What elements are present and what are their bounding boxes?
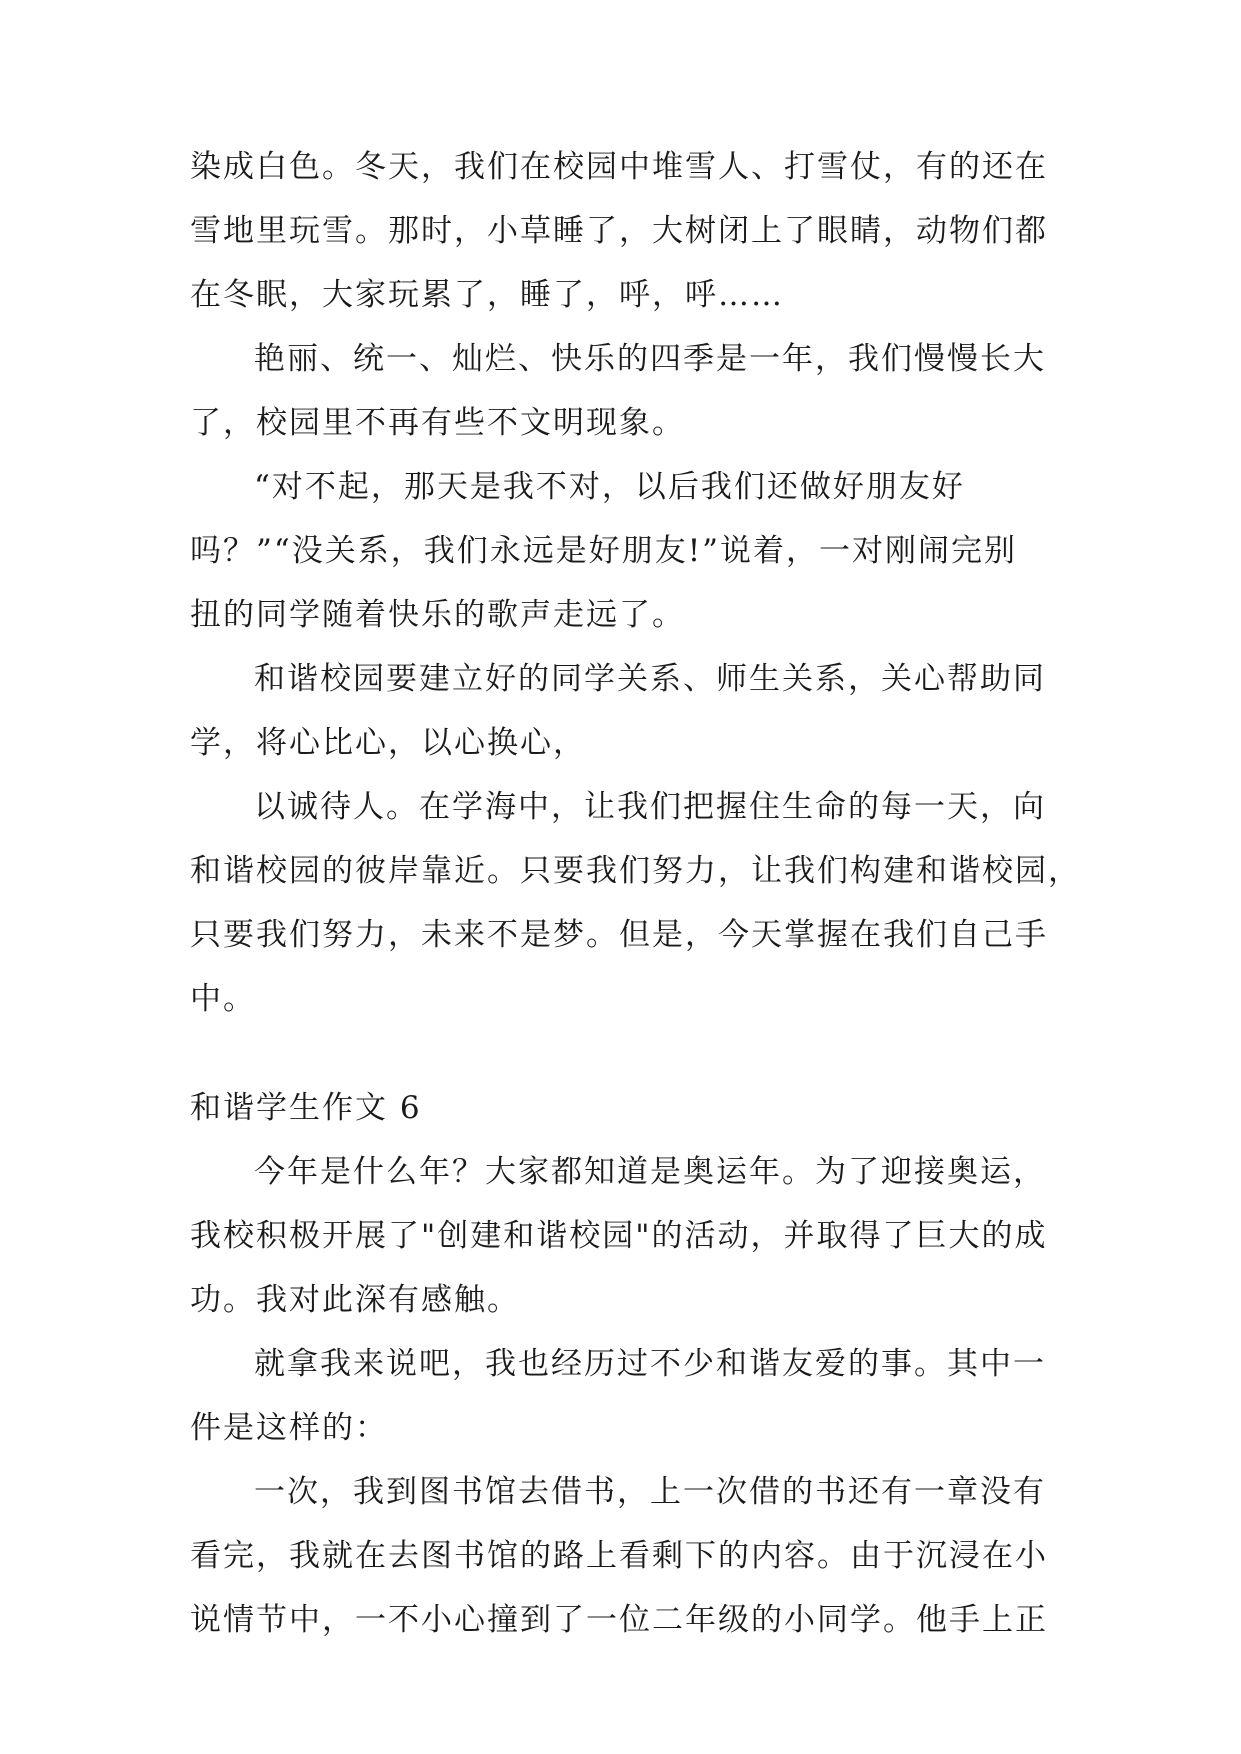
- text-line: 功。我对此深有感触。: [190, 1282, 520, 1318]
- text-line: 染成白色。冬天，我们在校园中堆雪人、打雪仗，有的还在: [190, 149, 1048, 185]
- paragraph-start-line: 以诚待人。在学海中，让我们把握住生命的每一天，向: [254, 789, 1046, 825]
- text-line: 说情节中，一不小心撞到了一位二年级的小同学。他手上正: [190, 1602, 1048, 1638]
- text-line: 了，校园里不再有些不文明现象。: [190, 405, 685, 441]
- text-line: 我校积极开展了"创建和谐校园"的活动，并取得了巨大的成: [190, 1218, 1048, 1254]
- text-line: 件是这样的：: [190, 1410, 388, 1446]
- text-line: 学，将心比心，以心换心，: [190, 725, 586, 761]
- text-line: 雪地里玩雪。那时，小草睡了，大树闭上了眼睛，动物们都: [190, 213, 1048, 249]
- paragraph-start-line: “对不起，那天是我不对，以后我们还做好朋友好: [254, 469, 965, 505]
- paragraph-start-line: 一次，我到图书馆去借书，上一次借的书还有一章没有: [254, 1474, 1046, 1510]
- text-line: 只要我们努力，未来不是梦。但是，今天掌握在我们自己手: [190, 917, 1048, 953]
- text-line: 和谐校园的彼岸靠近。只要我们努力，让我们构建和谐校园，: [190, 853, 1081, 889]
- paragraph-start-line: 和谐校园要建立好的同学关系、师生关系，关心帮助同: [254, 661, 1046, 697]
- text-line: 吗？”“没关系，我们永远是好朋友!”说着，一对刚闹完别: [190, 533, 1017, 569]
- paragraph-start-line: 艳丽、统一、灿烂、快乐的四季是一年，我们慢慢长大: [254, 341, 1046, 377]
- text-line: 在冬眠，大家玩累了，睡了，呼，呼……: [190, 277, 784, 313]
- paragraph-start-line: 今年是什么年？大家都知道是奥运年。为了迎接奥运，: [254, 1154, 1046, 1190]
- text-line: 看完，我就在去图书馆的路上看剩下的内容。由于沉浸在小: [190, 1538, 1048, 1574]
- essay-heading: 和谐学生作文 6: [190, 1090, 422, 1126]
- text-line: 扭的同学随着快乐的歌声走远了。: [190, 597, 685, 633]
- text-line: 中。: [190, 981, 256, 1017]
- paragraph-start-line: 就拿我来说吧，我也经历过不少和谐友爱的事。其中一: [254, 1346, 1046, 1382]
